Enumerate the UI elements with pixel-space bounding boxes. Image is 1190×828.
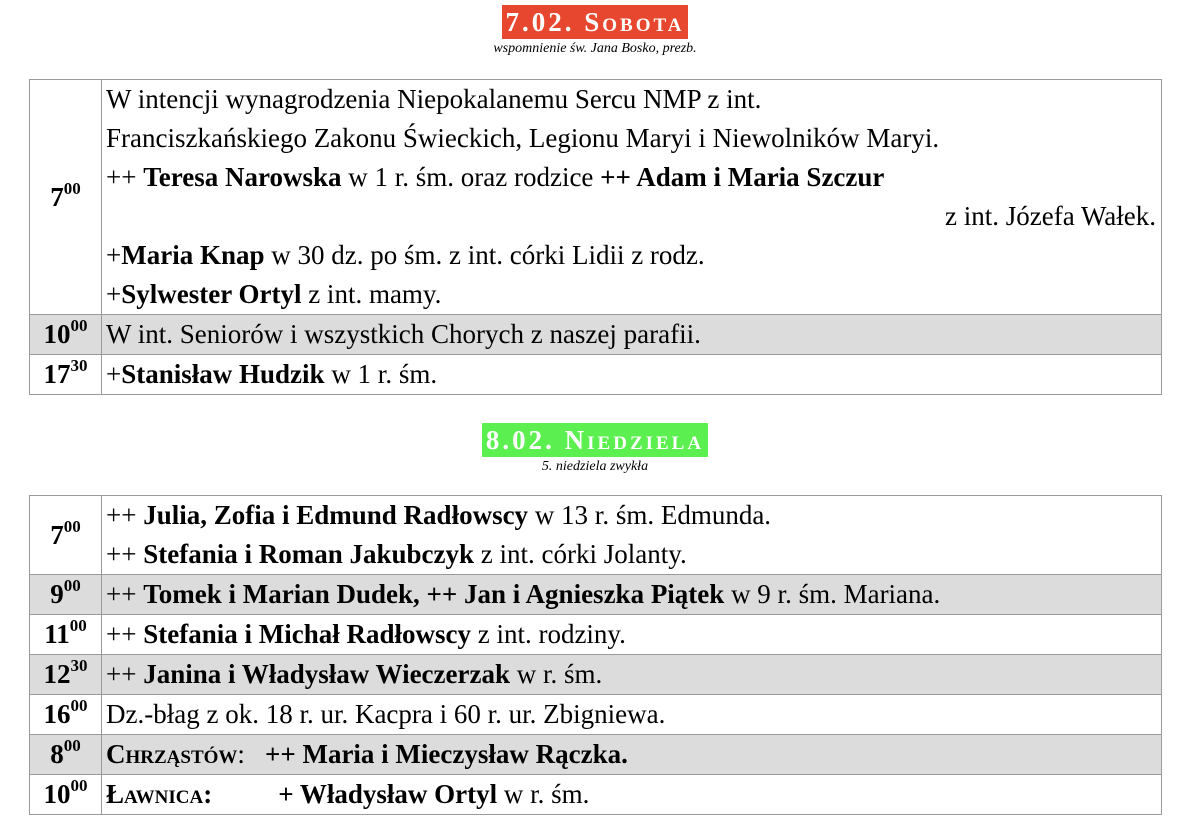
mass-row [30, 315, 1162, 355]
mass-time: $16^{00}$ [30, 695, 102, 735]
intention-line: ++ Teresa Narowska w 1 r. śm. oraz rodzice ++ Adam i Maria Szczur [106, 162, 885, 192]
mass-row [30, 695, 1162, 735]
mass-intention [102, 355, 1162, 395]
mass-intention [102, 615, 1162, 655]
intention-line: ++ Tomek i Marian Dudek, ++ Jan i Agnieszka Piątek w 9 r. śm. Mariana. [106, 579, 941, 609]
intention-line: W int. Seniorów i wszystkich Chorych z naszej parafii. [106, 319, 701, 349]
mass-time: $11^{00}$ [30, 615, 102, 655]
intention-line: +Maria Knap w 30 dz. po śm. z int. córki Lidii z rodz. [106, 240, 705, 270]
mass-row [30, 575, 1162, 615]
day-title: 7.02. Sobota [502, 5, 689, 39]
mass-time: $12^{30}$ [30, 655, 102, 695]
mass-row [30, 615, 1162, 655]
intention-line: ++ Julia, Zofia i Edmund Radłowscy w 13 r. śm. Edmunda. [106, 500, 772, 530]
mass-row [30, 775, 1162, 815]
place-name: Ławnica [106, 779, 204, 809]
day-header-sunday [0, 423, 1190, 475]
mass-time: $10^{00}$ [30, 315, 102, 355]
place-name: Chrząstów [106, 739, 238, 769]
day-title: 8.02. Niedziela [482, 423, 708, 457]
mass-time: $10^{00}$ [30, 775, 102, 815]
mass-intention [102, 655, 1162, 695]
mass-time: $9^{00}$ [30, 575, 102, 615]
intention-line: ++ Janina i Władysław Wieczerzak w r. śm. [106, 659, 603, 689]
intention-line: W intencji wynagrodzenia Niepokalanemu Sercu NMP z int. [106, 84, 762, 114]
mass-time: $17^{30}$ [30, 355, 102, 395]
mass-intention [102, 575, 1162, 615]
mass-schedule-sunday [29, 495, 1162, 815]
mass-schedule-saturday [29, 79, 1162, 395]
mass-time: $7^{00}$ [30, 496, 102, 575]
intention-line: z int. Józefa Wałek. [945, 201, 1156, 231]
intention-line: Chrząstów: ++ Maria i Mieczysław Rączka. [106, 739, 628, 769]
intention-line: Franciszkańskiego Zakonu Świeckich, Legionu Maryi i Niewolników Maryi. [106, 123, 940, 153]
mass-row [30, 655, 1162, 695]
mass-row [30, 355, 1162, 395]
day-header-saturday [0, 5, 1190, 57]
mass-row [30, 496, 1162, 575]
intention-line: Dz.-błag z ok. 18 r. ur. Kacpra i 60 r. ur. Zbigniewa. [106, 699, 666, 729]
mass-intention [102, 315, 1162, 355]
mass-row [30, 735, 1162, 775]
mass-intention [102, 775, 1162, 815]
mass-intention [102, 496, 1162, 575]
intention-line: +Sylwester Ortyl z int. mamy. [106, 279, 442, 309]
mass-intention [102, 80, 1162, 315]
mass-intention [102, 735, 1162, 775]
intention-line: +Stanisław Hudzik w 1 r. śm. [106, 359, 438, 389]
mass-time: $8^{00}$ [30, 735, 102, 775]
mass-row [30, 80, 1162, 315]
mass-intention [102, 695, 1162, 735]
day-subtitle: 5. niedziela zwykła [541, 459, 649, 474]
intention-line: Ławnica: + Władysław Ortyl w r. śm. [106, 779, 590, 809]
intention-line: ++ Stefania i Michał Radłowscy z int. rodziny. [106, 619, 626, 649]
mass-time: $7^{00}$ [30, 80, 102, 315]
day-subtitle: wspomnienie św. Jana Bosko, prezb. [493, 41, 697, 56]
intention-line: ++ Stefania i Roman Jakubczyk z int. córki Jolanty. [106, 539, 687, 569]
